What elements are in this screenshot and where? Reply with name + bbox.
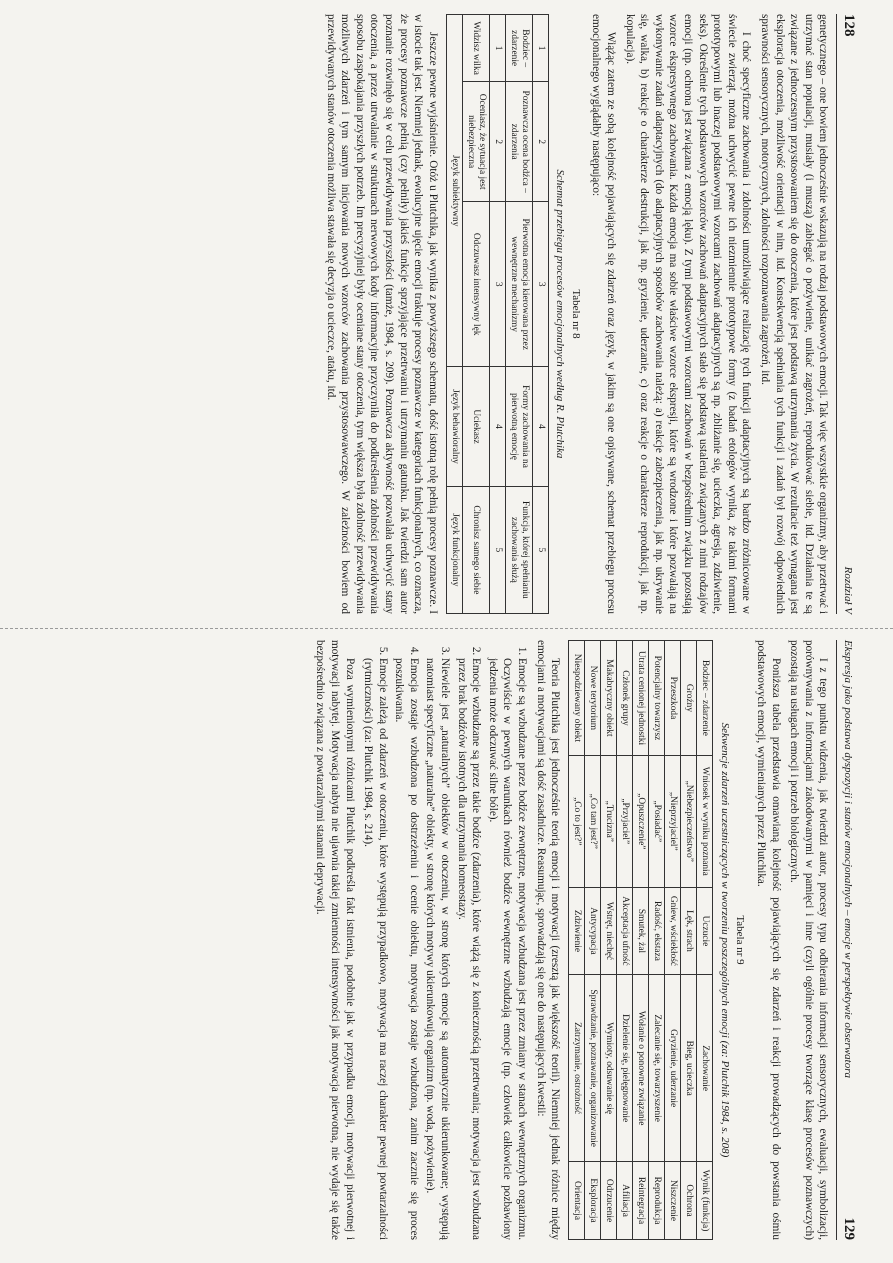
table-cell: Zalecanie się, towarzyszenie <box>649 975 665 1162</box>
table-cell: Język subiektywny <box>446 15 462 367</box>
table-row <box>569 641 585 1240</box>
table-cell: Nowe terytorium <box>585 641 601 756</box>
paragraph: Jeszcze pewne wyjaśnienie. Otóż u Plutchika, jak wynika z powyższego schematu, dość istotną rolę pełnią procesy poznawcze. I w istocie tak jest. Niemniej jednak, ewolucyjne ujęcie emocji traktuje procesy poznawcze w kategoriach funkcjonalnych, co oznacza, że procesy poznawcze pełnią (czy pełniły) jakieś funkcje sprzyjające przetrwaniu i utrzymaniu gatunku. Jak twierdzi sam autor poznanie rozwinęło się w celu przewidywania przyszłości (tamże, 1984, s. 209). Poznawcza aktywność pozwalała uchwycić stany otoczenia, a przez utrwalanie w strukturach nerwowych kody informacyjne przyczyniła do podkreślenia zdolności przewidywania sposobu zaspokajania przyszłych potrzeb. Im precyzyjniej były oceniane stany otoczenia, tym większa była zdolność przewidywania możliwych zdarzeń i tym samym inicjowania nowych wzorców zachowania przystosowawczego. W zależności bowiem od przewidywanych stanów otoczenia możliwa stawała się decyzja o ucieczce, ataku, itd. <box>324 14 439 614</box>
table-cell: Pierwotna emocja kierowana przez wewnętrzne mechanizmy <box>505 202 532 367</box>
table-cell: 5 <box>489 486 505 613</box>
paragraph: I choć specyficzne zachowania i zdolności umożliwiające realizację tych funkcji adaptacyjnych są bardzo zróżnicowane w świecie zwierząt, można uchwycić pewne ich niezmiennie prototypowe formy (z badań etologów wynika, że takimi formami prototypowymi lub inaczej podstawowymi wzorcami zachowań adaptacyjnych są np. zbliżanie się, ucieczka, agresja, zdziwienie, seks). Określenie tych podstawowych wzorców zachowań adaptacyjnych stało się podstawą ustalenia związanych z nimi rodzajów emocji (np. ochrona jest związana z emocją lęku). Z tymi podstawowymi wzorcami zachowań w bezpośrednim związku pozostają wzorce ekspresywnego zachowania. Każda emocja ma sobie właściwe wzorce ekspresji, które są wrodzone i które pozwalają na wykonywanie zadań adaptacyjnych (do adaptacyjnych sposobów zachowania należą: a) reakcje zabezpieczenia, jak np. ukrywanie się, walka, b) reakcje o charakterze destrukcji, jak np. gryzienie, uderzanie, c) oraz reakcje o charakterze reprodukcji, jak np. kopulacja). <box>623 14 753 614</box>
table-cell: Niespodziewany obiekt <box>569 641 585 756</box>
running-head-129 <box>836 640 856 1240</box>
table-cell: Odrzucenie <box>601 1162 617 1240</box>
table-caption: Tabela nr 8 <box>569 289 582 339</box>
table-cell: Niszczenie <box>665 1162 681 1240</box>
table-9 <box>568 640 713 1240</box>
table-title: Sekwencje zdarzeń uczestniczących w tworzeniu poszczególnych emocji (za: Plutchik 1984, s. 208) <box>718 722 731 1158</box>
table-cell: Uciekasz <box>462 367 489 486</box>
table-cell: 2 <box>532 82 548 202</box>
table-cell: Lęk, strach <box>681 887 697 975</box>
table-cell: Reprodukcja <box>649 1162 665 1240</box>
table-cell: „Co tam jest?” <box>585 755 601 887</box>
table-caption: Tabela nr 9 <box>734 915 747 965</box>
paragraph: I z tego punktu widzenia, jak twierdzi autor, procesy typu odbierania informacji sensorycznych, ewaluacji, symbolizacji, porównywania z informacjami zakodowanymi w pamięci i inne (czyli ogólnie procesy tworzące klasę procesów poznawczych) pozostają na usługach emocji i potrzeb biologicznych. <box>788 640 830 1240</box>
table-cell: Chronisz samego siebie <box>462 486 489 613</box>
list-item: 2. Emocje wzbudzane są przez takie bodźce (zdarzenia), które wiążą się z koniecznością przetrwania; motywacja jest wzbudzana przez brak bodźców istotnych dla utrzymania homeostazy. <box>454 658 483 1240</box>
table-cell: Eksploracja <box>585 1162 601 1240</box>
table-cell: Zatrzymanie, ostrożność <box>569 975 585 1162</box>
table-cell: 4 <box>489 367 505 486</box>
table-cell: Smutek, żal <box>633 887 649 975</box>
chapter-title: Rozdział V <box>842 566 854 614</box>
table-cell: 3 <box>532 202 548 367</box>
table-cell: „Przyjaciel” <box>617 755 633 887</box>
table-cell: Dzielenie się, pielęgnowanie <box>617 975 633 1162</box>
table-cell: Radość, ekstaza <box>649 887 665 975</box>
table-header: Uczucie <box>697 887 713 975</box>
table-row <box>585 641 601 1240</box>
page-128 <box>36 14 856 614</box>
running-head-128 <box>836 14 856 614</box>
table-row <box>649 641 665 1240</box>
page-divider <box>0 628 893 629</box>
table-cell: Formy zachowania na pierwotną emocję <box>505 367 532 486</box>
table-cell: „Nieprzyjaciel” <box>665 755 681 887</box>
table-title: Schemat przebiegu procesów emocjonalnych według R. Plutchika <box>554 169 567 459</box>
table-cell: Bieg, ucieczka <box>681 975 697 1162</box>
table-row <box>617 641 633 1240</box>
table-cell: Członek grupy <box>617 641 633 756</box>
table-cell: 4 <box>532 367 548 486</box>
table-header: Zachowanie <box>697 975 713 1162</box>
table-cell: Reintegracja <box>633 1162 649 1240</box>
paragraph: Poza wymienionymi różnicami Plutchik podkreśla fakt istnienia, podobnie jak w przypadku emocji, motywacji pierwotnej i motywacji nabytej. Motywacja nabyta nie ujawnia takiej zmienności intensywności jak motywacja pierwotna, nie wydaje się także bezpośrednio związana z powtarzalnymi stanami deprywacji. <box>314 640 356 1240</box>
table-8 <box>446 14 549 614</box>
table-cell: „Trucizna” <box>601 755 617 887</box>
table-cell: Oceniasz, że sytuacja jest niebezpieczna <box>462 82 489 202</box>
table-cell: Język behawioralny <box>446 367 462 486</box>
table-cell: Makabryczny obiekt <box>601 641 617 756</box>
table-cell: 1 <box>532 15 548 82</box>
chapter-title: Ekspresja jako podstawa dyspozycji i stanów emocjonalnych – emocje w perspektywie obserwatora <box>842 640 854 1078</box>
paragraph: Teoria Plutchika jest jednocześnie teorią emocji i motywacji (zresztą jak większość teorii). Niemniej jednak różnice między emocjami a motywacjami są dość zasadnicze. Reasumując, sprowadzają się one do następujących kwestii: <box>534 640 562 1240</box>
table-cell: „Niebezpieczeństwo” <box>681 755 697 887</box>
table-cell: Język funkcjonalny <box>446 486 462 613</box>
table-cell: Gniew, wściekłość <box>665 887 681 975</box>
table-cell: „Co to jest?” <box>569 755 585 887</box>
differences-list <box>361 640 530 1240</box>
table-cell: Orientacja <box>569 1162 585 1240</box>
paragraph: Wiążąc zatem ze sobą kolejność pojawiających się zdarzeń oraz język, w jakim są one opisywane, schemat przebiegu procesu emocjonalnego wyglądałby następująco: <box>590 14 618 614</box>
table-cell: Widzisz wilka <box>462 15 489 82</box>
table-cell: Akceptacja ufność <box>617 887 633 975</box>
list-item: 5. Emocje zależą od zdarzeń w otoczeniu, które występują przypadkowo, motywacja ma raczej charakter pewnej powtarzalności (rytmiczności) (za: Plutchik 1984, s. 214). <box>361 658 390 1240</box>
table-cell: Antycypacja <box>585 887 601 975</box>
table-cell: Potencjalny towarzysz <box>649 641 665 756</box>
table-header: Wynik (funkcja) <box>697 1162 713 1240</box>
list-item: 4. Emocja zostaje wzbudzona po dostrzeżeniu i ocenie obiektu, motywacja zostaje wzbudzona, zanim zacznie się proces poszukiwania. <box>392 658 421 1240</box>
table-cell: Zdziwienie <box>569 887 585 975</box>
table-cell: 2 <box>489 82 505 202</box>
table-9-body <box>569 641 697 1240</box>
table-cell: 5 <box>532 486 548 613</box>
paragraph: Poniższa tabela przedstawia omawianą kolejność pojawiających się zdarzeń i reakcji prowadzących do powstania ośmiu podstawowych emocji, wymienianych przez Plutchika. <box>755 640 782 1240</box>
table-cell: Poznawcza ocena bodźca – zdarzenia <box>505 82 532 202</box>
list-item: 3. Niewiele jest „naturalnych” obiektów w otoczeniu, w stronę których emocje są automatycznie ukierunkowane; występują natomiast specyficzne „naturalne” obiekty, w stronę których motywy ukierunkowują organizm (np. woda, pożywienie). <box>423 658 452 1240</box>
table-row <box>601 641 617 1240</box>
table-header: Bodziec – zdarzenie <box>697 641 713 756</box>
table-cell: 1 <box>489 15 505 82</box>
table-cell: „Opuszczenie” <box>633 755 649 887</box>
table-cell: Groźny <box>681 641 697 756</box>
table-cell: Przeszkoda <box>665 641 681 756</box>
table-cell: „Posiadać” <box>649 755 665 887</box>
paragraph: genetycznego – one bowiem jednocześnie wskazują na rodzaj podstawowych emocji. Tak więc wszystkie organizmy, aby przetrwać i utrzymać stan populacji, musiały (i muszą) zabiegać o pożywienie, unikać zagrożeń, reprodukować siebie, itd. Działania te są związane z jednoczesnym przystosowaniem się do otoczenia, które jest podstawą utrzymania życia. W rezultacie też wynagana jest eksploracja otoczenia, możliwość orientacji w nim, itd. Konsekwencją spełniania tych funkcji i zadań był rozwój odpowiednich sprawności sensorycznych, motorycznych, zdolności rozpoznawania zagrożeń, itd. <box>759 14 830 614</box>
list-item: 1. Emocje są wzbudzane przez bodźce zewnętrzne, motywacja wzbudzana jest przez zmiany w stanach wewnętrznych organizmu. Oczywiście w pewnych warunkach również bodźce wewnętrzne wzbudzają emocje (np. człowiek całkowicie pozbawiony jedzenia może odczuwać silne bóle). <box>485 658 529 1240</box>
table-row <box>633 641 649 1240</box>
table-cell: Sprawdzanie, poznawanie, organizowanie <box>585 975 601 1162</box>
table-cell: Afiliacja <box>617 1162 633 1240</box>
table-cell: Odczuwasz intensywny lęk <box>462 202 489 367</box>
page-number: 129 <box>841 1217 857 1240</box>
table-cell: 3 <box>489 202 505 367</box>
page-number: 128 <box>841 14 857 37</box>
table-cell: Utrata cenionej jednostki <box>633 641 649 756</box>
table-row <box>681 641 697 1240</box>
table-cell: Gryzienie, uderzanie <box>665 975 681 1162</box>
page-129 <box>36 640 856 1240</box>
table-cell: Wymioty, odsuwanie się <box>601 975 617 1162</box>
table-header: Wniosek w wyniku poznania <box>697 755 713 887</box>
table-cell: Ochrona <box>681 1162 697 1240</box>
table-cell: Wołanie o ponowne związanie <box>633 975 649 1162</box>
table-row <box>665 641 681 1240</box>
table-cell: Wstręt, niechęć <box>601 887 617 975</box>
table-cell: Funkcja, której spełnianiu zachowania służą <box>505 486 532 613</box>
table-cell: Bodziec – zdarzenie <box>505 15 532 82</box>
